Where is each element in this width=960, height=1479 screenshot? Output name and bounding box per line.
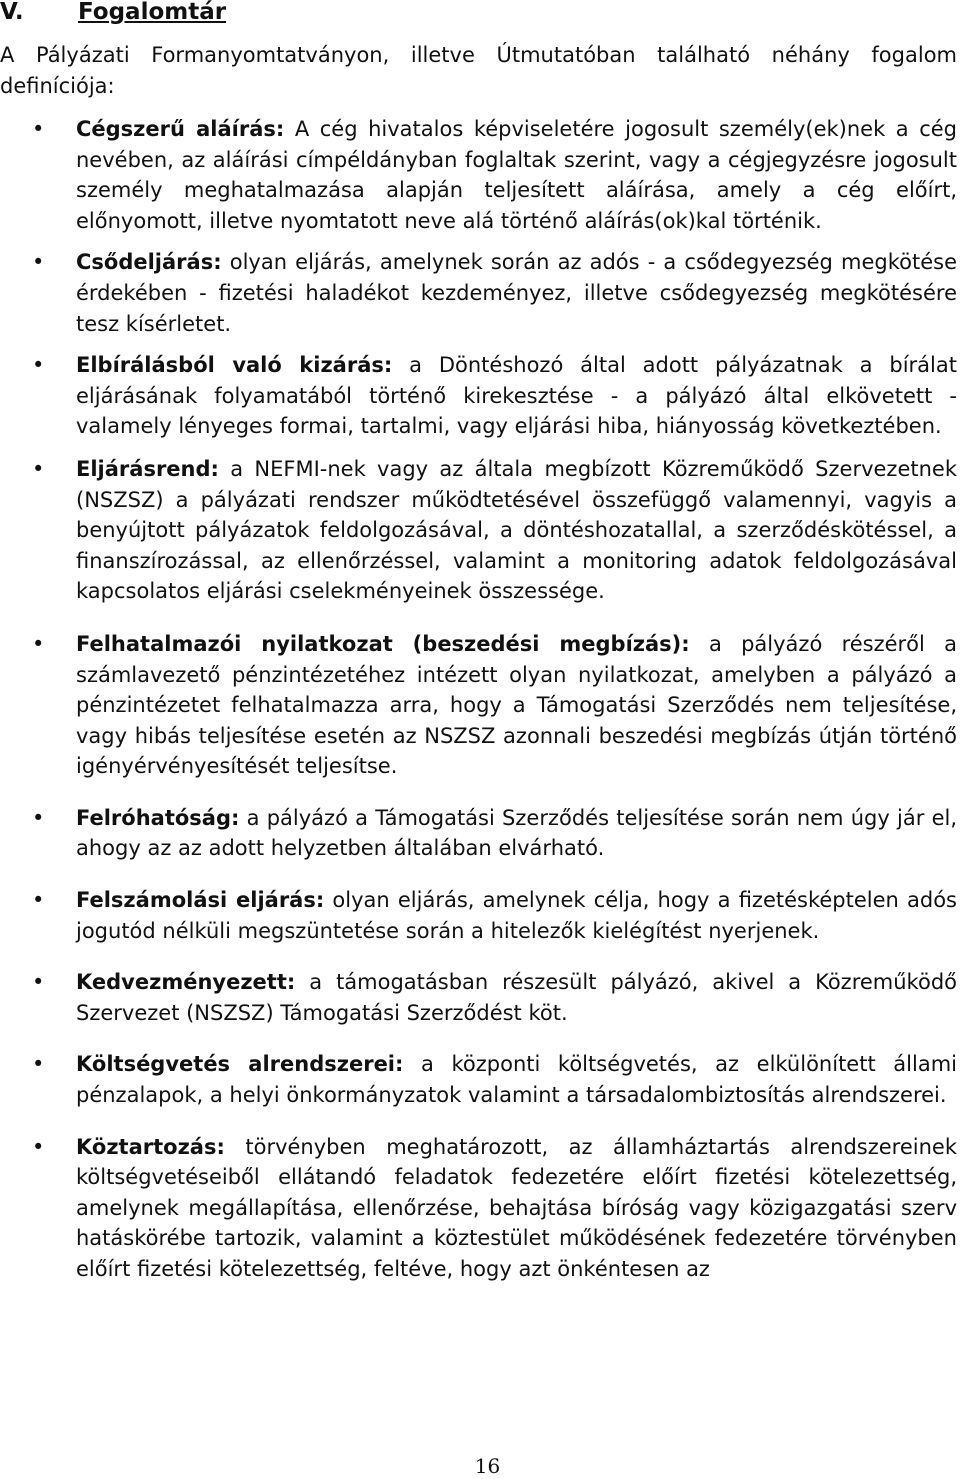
bullet-icon: • (32, 250, 45, 275)
bullet-icon: • (32, 353, 45, 378)
bullet-icon: • (32, 631, 45, 656)
section-title: Fogalomtár (78, 0, 227, 25)
glossary-item (0, 454, 957, 607)
glossary-item (0, 350, 957, 442)
glossary-definition: olyan eljárás, amelynek célja, hogy a fizetésképtelen adós jogutód nélküli megszüntetése során a hitelezők kielégítést nyerjenek. (76, 888, 957, 943)
glossary-item (0, 885, 957, 946)
glossary-item (0, 1049, 957, 1110)
glossary-definition: A cég hivatalos képviseletére jogosult személy(ek)nek a cég nevében, az aláírási címpéldányban foglaltak szerint, vagy a cégjegyzésre jogosult személy meghatalmazása alapján teljesített aláírása, amely a cég előírt, előnyomott, illetve nyomtatott neve alá történő aláírás(ok)kal történik. (76, 117, 957, 233)
glossary-item (0, 114, 957, 236)
glossary-item (0, 1132, 957, 1285)
glossary-term: Felhatalmazói nyilatkozat (beszedési megbízás): (76, 631, 690, 656)
bullet-icon: • (32, 888, 45, 913)
glossary-term: Kedvezményezett: (76, 970, 296, 995)
bullet-icon: • (32, 456, 45, 481)
glossary-definition: törvényben meghatározott, az államháztartás alrendszereinek költségvetéseiből ellátandó feladatok fedezetére előírt fizetési kötelezettség, amelynek megállapítása, ellenőrzése, behajtása bíróság vagy közigazgatási szerv hatáskörébe tartozik, valamint a köztestület működésének fedezetére törvényben előírt fizetési kötelezettség, feltéve, hogy azt önkéntesen az (76, 1134, 957, 1281)
glossary-term: Felszámolási eljárás: (76, 888, 325, 913)
bullet-icon: • (32, 1052, 45, 1077)
glossary-term: Felróhatóság: (76, 805, 240, 830)
glossary-term: Költségvetés alrendszerei: (76, 1052, 404, 1077)
glossary-item (0, 967, 957, 1028)
page-number: 16 (474, 1454, 501, 1478)
glossary-definition: a központi költségvetés, az elkülönített állami pénzalapok, a helyi önkormányzatok valamint a társadalombiztosítás alrendszerei. (76, 1052, 957, 1108)
glossary-definition: olyan eljárás, amelynek során az adós - a csődegyezség megkötése érdekében - fizetési haladékot kezdeményez, illetve csődegyezség megkötésére tesz kísérletet. (76, 250, 957, 336)
glossary-term: Eljárásrend: (76, 456, 219, 481)
glossary-item (0, 803, 957, 864)
bullet-icon: • (32, 970, 45, 995)
glossary-definition: a pályázó a Támogatási Szerződés teljesítése során nem úgy jár el, ahogy az az adott helyzetben általában elvárható. (76, 805, 957, 861)
glossary-list (0, 114, 957, 1285)
glossary-term: Köztartozás: (76, 1134, 225, 1159)
glossary-item (0, 629, 957, 782)
bullet-icon: • (32, 805, 45, 830)
section-heading (0, 0, 226, 28)
glossary-term: Elbírálásból való kizárás: (76, 353, 393, 378)
glossary-definition: a támogatásban részesült pályázó, akivel a Közreműködő Szervezet (NSZSZ) Támogatási Szerződést köt. (76, 970, 957, 1025)
glossary-term: Cégszerű aláírás: (76, 117, 285, 141)
glossary-definition: a Döntéshozó által adott pályázatnak a bírálat eljárásának folyamatából történő kirekesztése - a pályázó által elkövetett - valamely lényeges formai, tartalmi, vagy eljárási hiba, hiányosság következtében. (76, 353, 957, 439)
glossary-definition: a pályázó részéről a számlavezető pénzintézetéhez intézett olyan nyilatkozat, amelyben a pályázó a pénzintézetet felhatalmazza arra, hogy a Támogatási Szerződés nem teljesítése, vagy hibás teljesítése esetén az NSZSZ azonnali beszedési megbízás útján történő igényérvényesítését teljesítse. (76, 631, 958, 779)
intro-paragraph: A Pályázati Formanyomtatványon, illetve Útmutatóban található néhány fogalom definíciója: (0, 43, 957, 98)
glossary-item (0, 247, 957, 339)
bullet-icon: • (32, 1134, 45, 1159)
section-number: V. (0, 0, 24, 25)
glossary-term: Csődeljárás: (76, 250, 222, 275)
glossary-definition: a NEFMI-nek vagy az általa megbízott Közreműködő Szervezetnek (NSZSZ) a pályázati rendszer működtetésével összefüggő valamennyi, vagyis a benyújtott pályázatok feldolgozásával, a döntéshozatallal, a szerződéskötéssel, a finanszírozással, az ellenőrzéssel, valamint a monitoring adatok feldolgozásával kapcsolatos eljárási cselekményeinek összessége. (76, 456, 957, 604)
bullet-icon: • (32, 117, 45, 141)
